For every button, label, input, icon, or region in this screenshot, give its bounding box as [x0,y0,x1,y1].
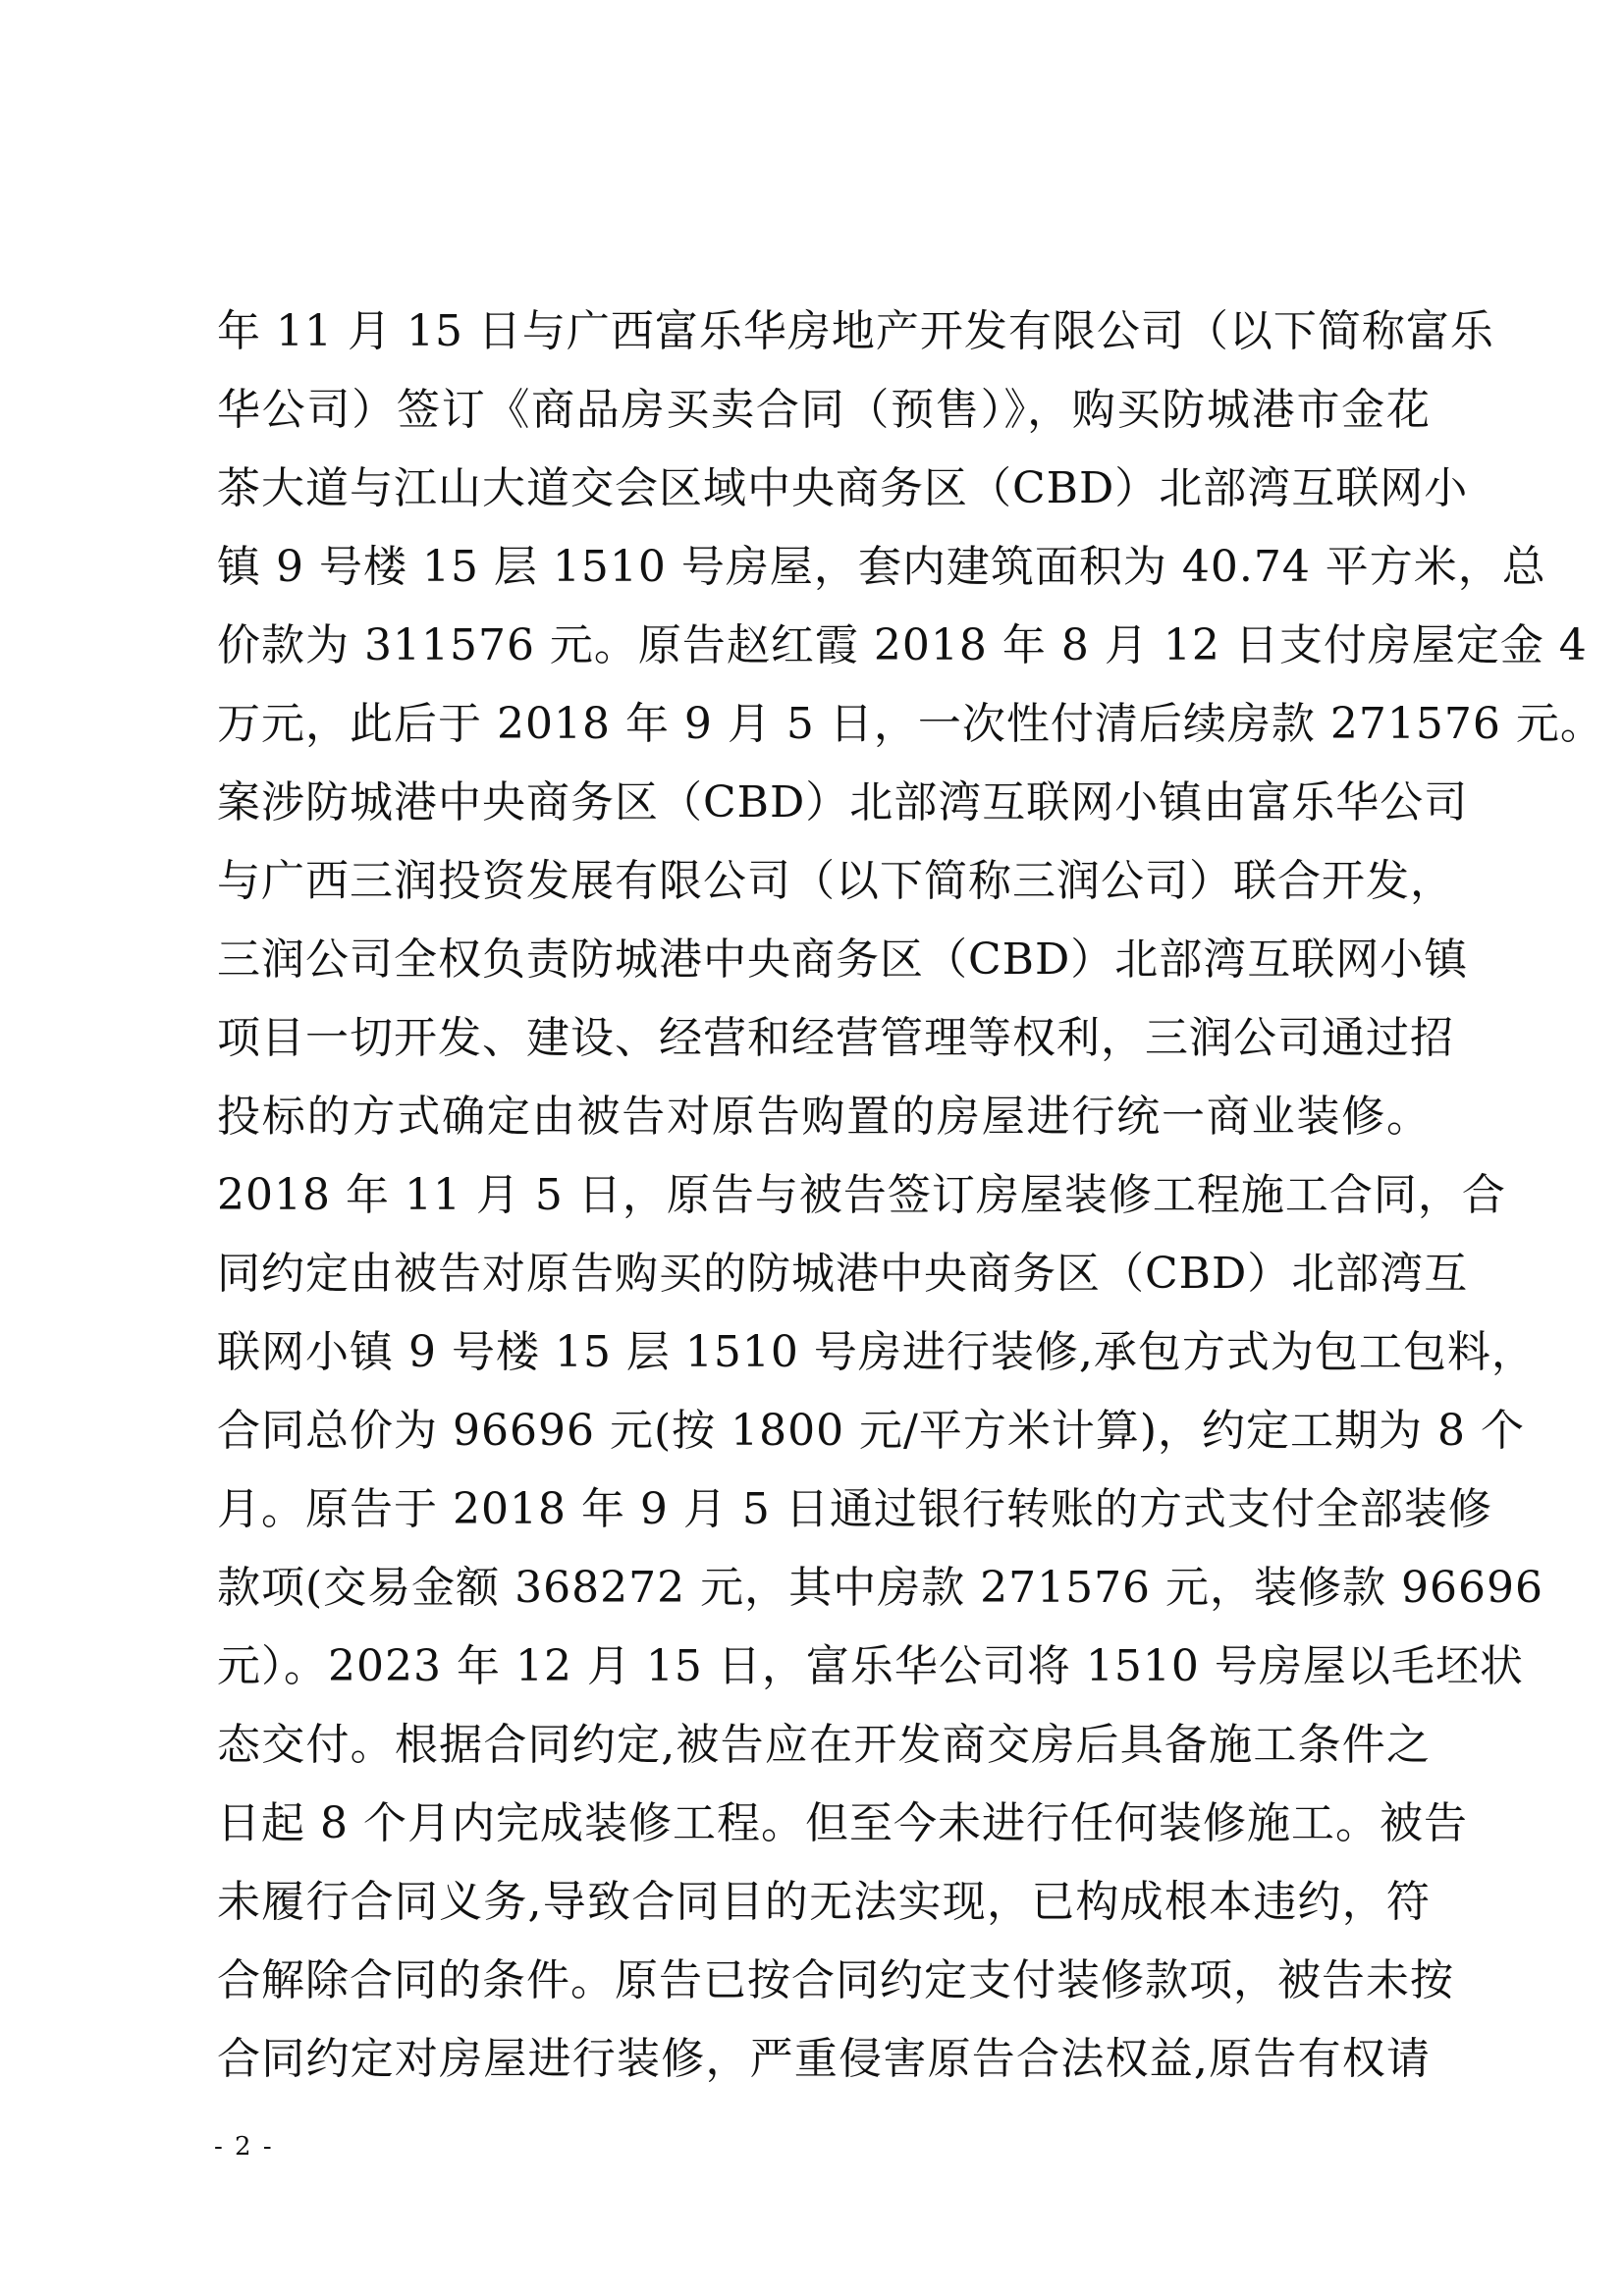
text-line: 态交付。根据合同约定,被告应在开发商交房后具备施工条件之 [217,1720,1431,1770]
text-line: 款项(交易金额 368272 元，其中房款 271576 元，装修款 96696 [217,1563,1543,1613]
page-number: - 2 - [214,2132,274,2162]
text-line: 月。原告于 2018 年 9 月 5 日通过银行转账的方式支付全部装修 [217,1484,1492,1534]
text-line: 三润公司全权负责防城港中央商务区（CBD）北部湾互联网小镇 [217,934,1469,985]
text-line: 合同约定对房屋进行装修，严重侵害原告合法权益,原告有权请 [217,2034,1431,2084]
text-line: 合解除合同的条件。原告已按合同约定支付装修款项，被告未按 [217,1955,1454,2005]
text-line: 万元，此后于 2018 年 9 月 5 日，一次性付清后续房款 271576 元。 [217,699,1604,749]
text-line: 茶大道与江山大道交会区域中央商务区（CBD）北部湾互联网小 [217,463,1469,513]
text-line: 联网小镇 9 号楼 15 层 1510 号房进行装修,承包方式为包工包料， [217,1327,1536,1377]
text-line: 华公司）签订《商品房买卖合同（预售）》，购买防城港市金花 [217,385,1431,435]
text-line: 与广西三润投资发展有限公司（以下简称三润公司）联合开发， [217,856,1454,906]
text-line: 日起 8 个月内完成装修工程。但至今未进行任何装修施工。被告 [217,1798,1468,1848]
text-line: 投标的方式确定由被告对原告购置的房屋进行统一商业装修。 [217,1092,1431,1142]
text-line: 元）。2023 年 12 月 15 日，富乐华公司将 1510 号房屋以毛坯状 [217,1641,1524,1691]
text-line: 案涉防城港中央商务区（CBD）北部湾互联网小镇由富乐华公司 [217,777,1469,828]
text-line: 镇 9 号楼 15 层 1510 号房屋，套内建筑面积为 40.74 平方米，总 [217,542,1546,592]
text-line: 年 11 月 15 日与广西富乐华房地产开发有限公司（以下简称富乐 [217,306,1494,356]
text-line: 合同总价为 96696 元(按 1800 元/平方米计算)，约定工期为 8 个 [217,1406,1526,1456]
body-text [217,293,1604,2099]
text-line: 未履行合同义务,导致合同目的无法实现，已构成根本违约，符 [217,1877,1431,1927]
text-line: 项目一切开发、建设、经营和经营管理等权利，三润公司通过招 [217,1013,1454,1063]
text-line: 同约定由被告对原告购买的防城港中央商务区（CBD）北部湾互 [217,1249,1469,1299]
text-line: 价款为 311576 元。原告赵红霞 2018 年 8 月 12 日支付房屋定金 4 [217,620,1588,670]
text-line: 2018 年 11 月 5 日，原告与被告签订房屋装修工程施工合同，合 [217,1170,1506,1220]
